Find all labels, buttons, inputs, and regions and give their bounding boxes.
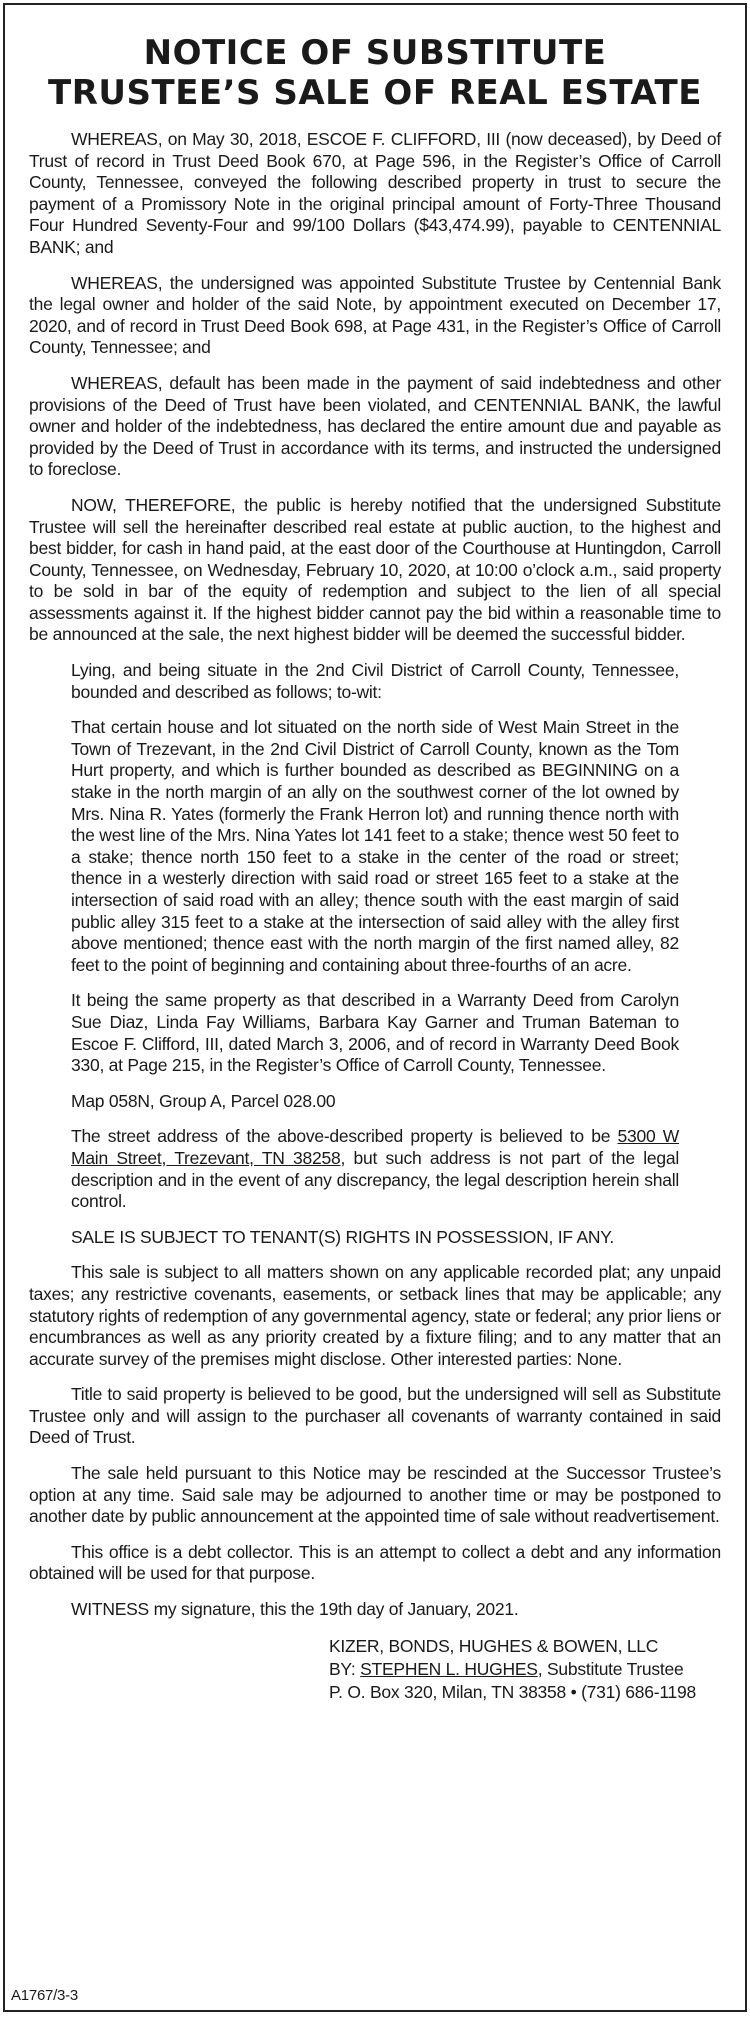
paragraph-tenant-rights: SALE IS SUBJECT TO TENANT(S) RIGHTS IN POSSESSION, IF ANY. xyxy=(71,1226,615,1247)
paragraph-rescind: The sale held pursuant to this Notice may be rescinded at the Successor Trustee’s option at any time. Said sale may be adjourned to another time or may be postponed to another date by public announcement at the appointed time of sale without readvertisement. xyxy=(29,1463,721,1527)
signature-by-line xyxy=(329,1658,721,1681)
title-line-1: NOTICE OF SUBSTITUTE xyxy=(143,33,607,73)
paragraph-subject-to: This sale is subject to all matters shown on any applicable recorded plat; any unpaid taxes; any restrictive covenants, easements, or setback lines that may be applicable; any statutory rights of redemption of any governmental agency, state or federal; any prior liens or encumbrances as well as any priority created by a fixture filing; and to any matter that an accurate survey of the premises might disclose. Other interested parties: None. xyxy=(29,1262,721,1369)
paragraph-debt-collector: This office is a debt collector. This is an attempt to collect a debt and any information obtained will be used for that purpose. xyxy=(29,1541,721,1584)
paragraph-situate: Lying, and being situate in the 2nd Civil District of Carroll County, Tennessee, bounded and described as follows; to-wit: xyxy=(71,660,679,702)
legal-notice xyxy=(3,3,747,2012)
signature-address: P. O. Box 320, Milan, TN 38358 • (731) 686-1198 xyxy=(329,1681,696,1702)
paragraph-street-address xyxy=(71,1126,679,1212)
ad-code: A1767/3-3 xyxy=(11,1987,78,2004)
paragraph-parcel: Map 058N, Group A, Parcel 028.00 xyxy=(71,1090,336,1111)
paragraph-sale-notice: NOW, THEREFORE, the public is hereby notified that the undersigned Substitute Trustee will sell the hereinafter described real estate at public auction, to the highest and best bidder, for cash in hand paid, at the east door of the Courthouse at Huntingdon, Carroll County, Tennessee, on Wednesday, February 10, 2020, at 10:00 o’clock a.m., said property to be sold in bar of the equity of redemption and subject to the lien of all special assessments against it. If the highest bidder cannot pay the bid within a reasonable time to be announced at the sale, the next highest bidder will be deemed the successful bidder. xyxy=(29,494,721,645)
notice-title xyxy=(29,33,721,113)
paragraph-legal-description: That certain house and lot situated on the north side of West Main Street in the Town of Trezevant, in the 2nd Civil District of Carroll County, known as the Tom Hurt property, and which is further bounded as described as BEGINNING on a stake in the north margin of an ally on the southwest corner of the lot owned by Mrs. Nina R. Yates (formerly the Frank Herron lot) and running thence north with the west line of the Mrs. Nina Yates lot 141 feet to a stake; thence west 50 feet to a stake; thence north 150 feet to a stake in the center of the road or street; thence in a westerly direction with said road or street 165 feet to a stake at the intersection of said road with an alley; thence south with the east margin of said public alley 315 feet to a stake at the intersection of said alley with the alley first above mentioned; thence east with the north margin of the first named alley, 82 feet to the point of beginning and containing about three-fourths of an acre. xyxy=(71,717,679,975)
property-address: 5300 W Main Street, Trezevant, TN 38258 xyxy=(71,1126,680,1168)
paragraph-appointment: WHEREAS, the undersigned was appointed Substitute Trustee by Centennial Bank the legal owner and holder of the said Note, by appointment executed on December 17, 2020, and of record in Trust Deed Book 698, at Page 431, in the Register’s Office of Carroll County, Tennessee; and xyxy=(29,272,721,358)
address-disclaimer: , but such address is not part of the legal description and in the event of any discrepancy, the legal description herein shall control. xyxy=(71,1147,679,1212)
paragraph-warranty-deed: It being the same property as that described in a Warranty Deed from Carolyn Sue Diaz, Linda Fay Williams, Barbara Kay Garner and Truman Bateman to Escoe F. Clifford, III, dated March 3, 2006, and of record in Warranty Deed Book 330, at Page 215, in the Register’s Office of Carroll County, Tennessee. xyxy=(71,990,679,1076)
paragraph-default: WHEREAS, default has been made in the payment of said indebtedness and other provisions of the Deed of Trust have been violated, and CENTENNIAL BANK, the lawful owner and holder of the indebtedness, has declared the entire amount due and payable as provided by the Deed of Trust in accordance with its terms, and instructed the undersigned to foreclose. xyxy=(29,372,721,480)
title-line-2: TRUSTEE’S SALE OF REAL ESTATE xyxy=(48,73,702,113)
signature-by: BY: xyxy=(329,1658,361,1679)
paragraph-deed-of-trust: WHEREAS, on May 30, 2018, ESCOE F. CLIFFORD, III (now deceased), by Deed of Trust of record in Trust Deed Book 670, at Page 596, in the Register’s Office of Carroll County, Tennessee, conveyed the following described property in trust to secure the payment of a Promissory Note in the original principal amount of Forty-Three Thousand Four Hundred Seventy-Four and 99/100 Dollars ($43,474.99), payable to CENTENNIAL BANK; and xyxy=(29,129,721,257)
paragraph-witness: WITNESS my signature, this the 19th day of January, 2021. xyxy=(71,1599,519,1620)
signature-role: , Substitute Trustee xyxy=(537,1658,684,1679)
signature-block xyxy=(329,1635,721,1704)
signature-signer: STEPHEN L. HUGHES xyxy=(360,1658,538,1679)
signature-firm: KIZER, BONDS, HUGHES & BOWEN, LLC xyxy=(329,1635,659,1656)
paragraph-title: Title to said property is believed to be good, but the undersigned will sell as Substitute Trustee only and will assign to the purchaser all covenants of warranty contained in said Deed of Trust. xyxy=(29,1384,721,1448)
address-intro: The street address of the above-described property is believed to be xyxy=(71,1126,618,1147)
